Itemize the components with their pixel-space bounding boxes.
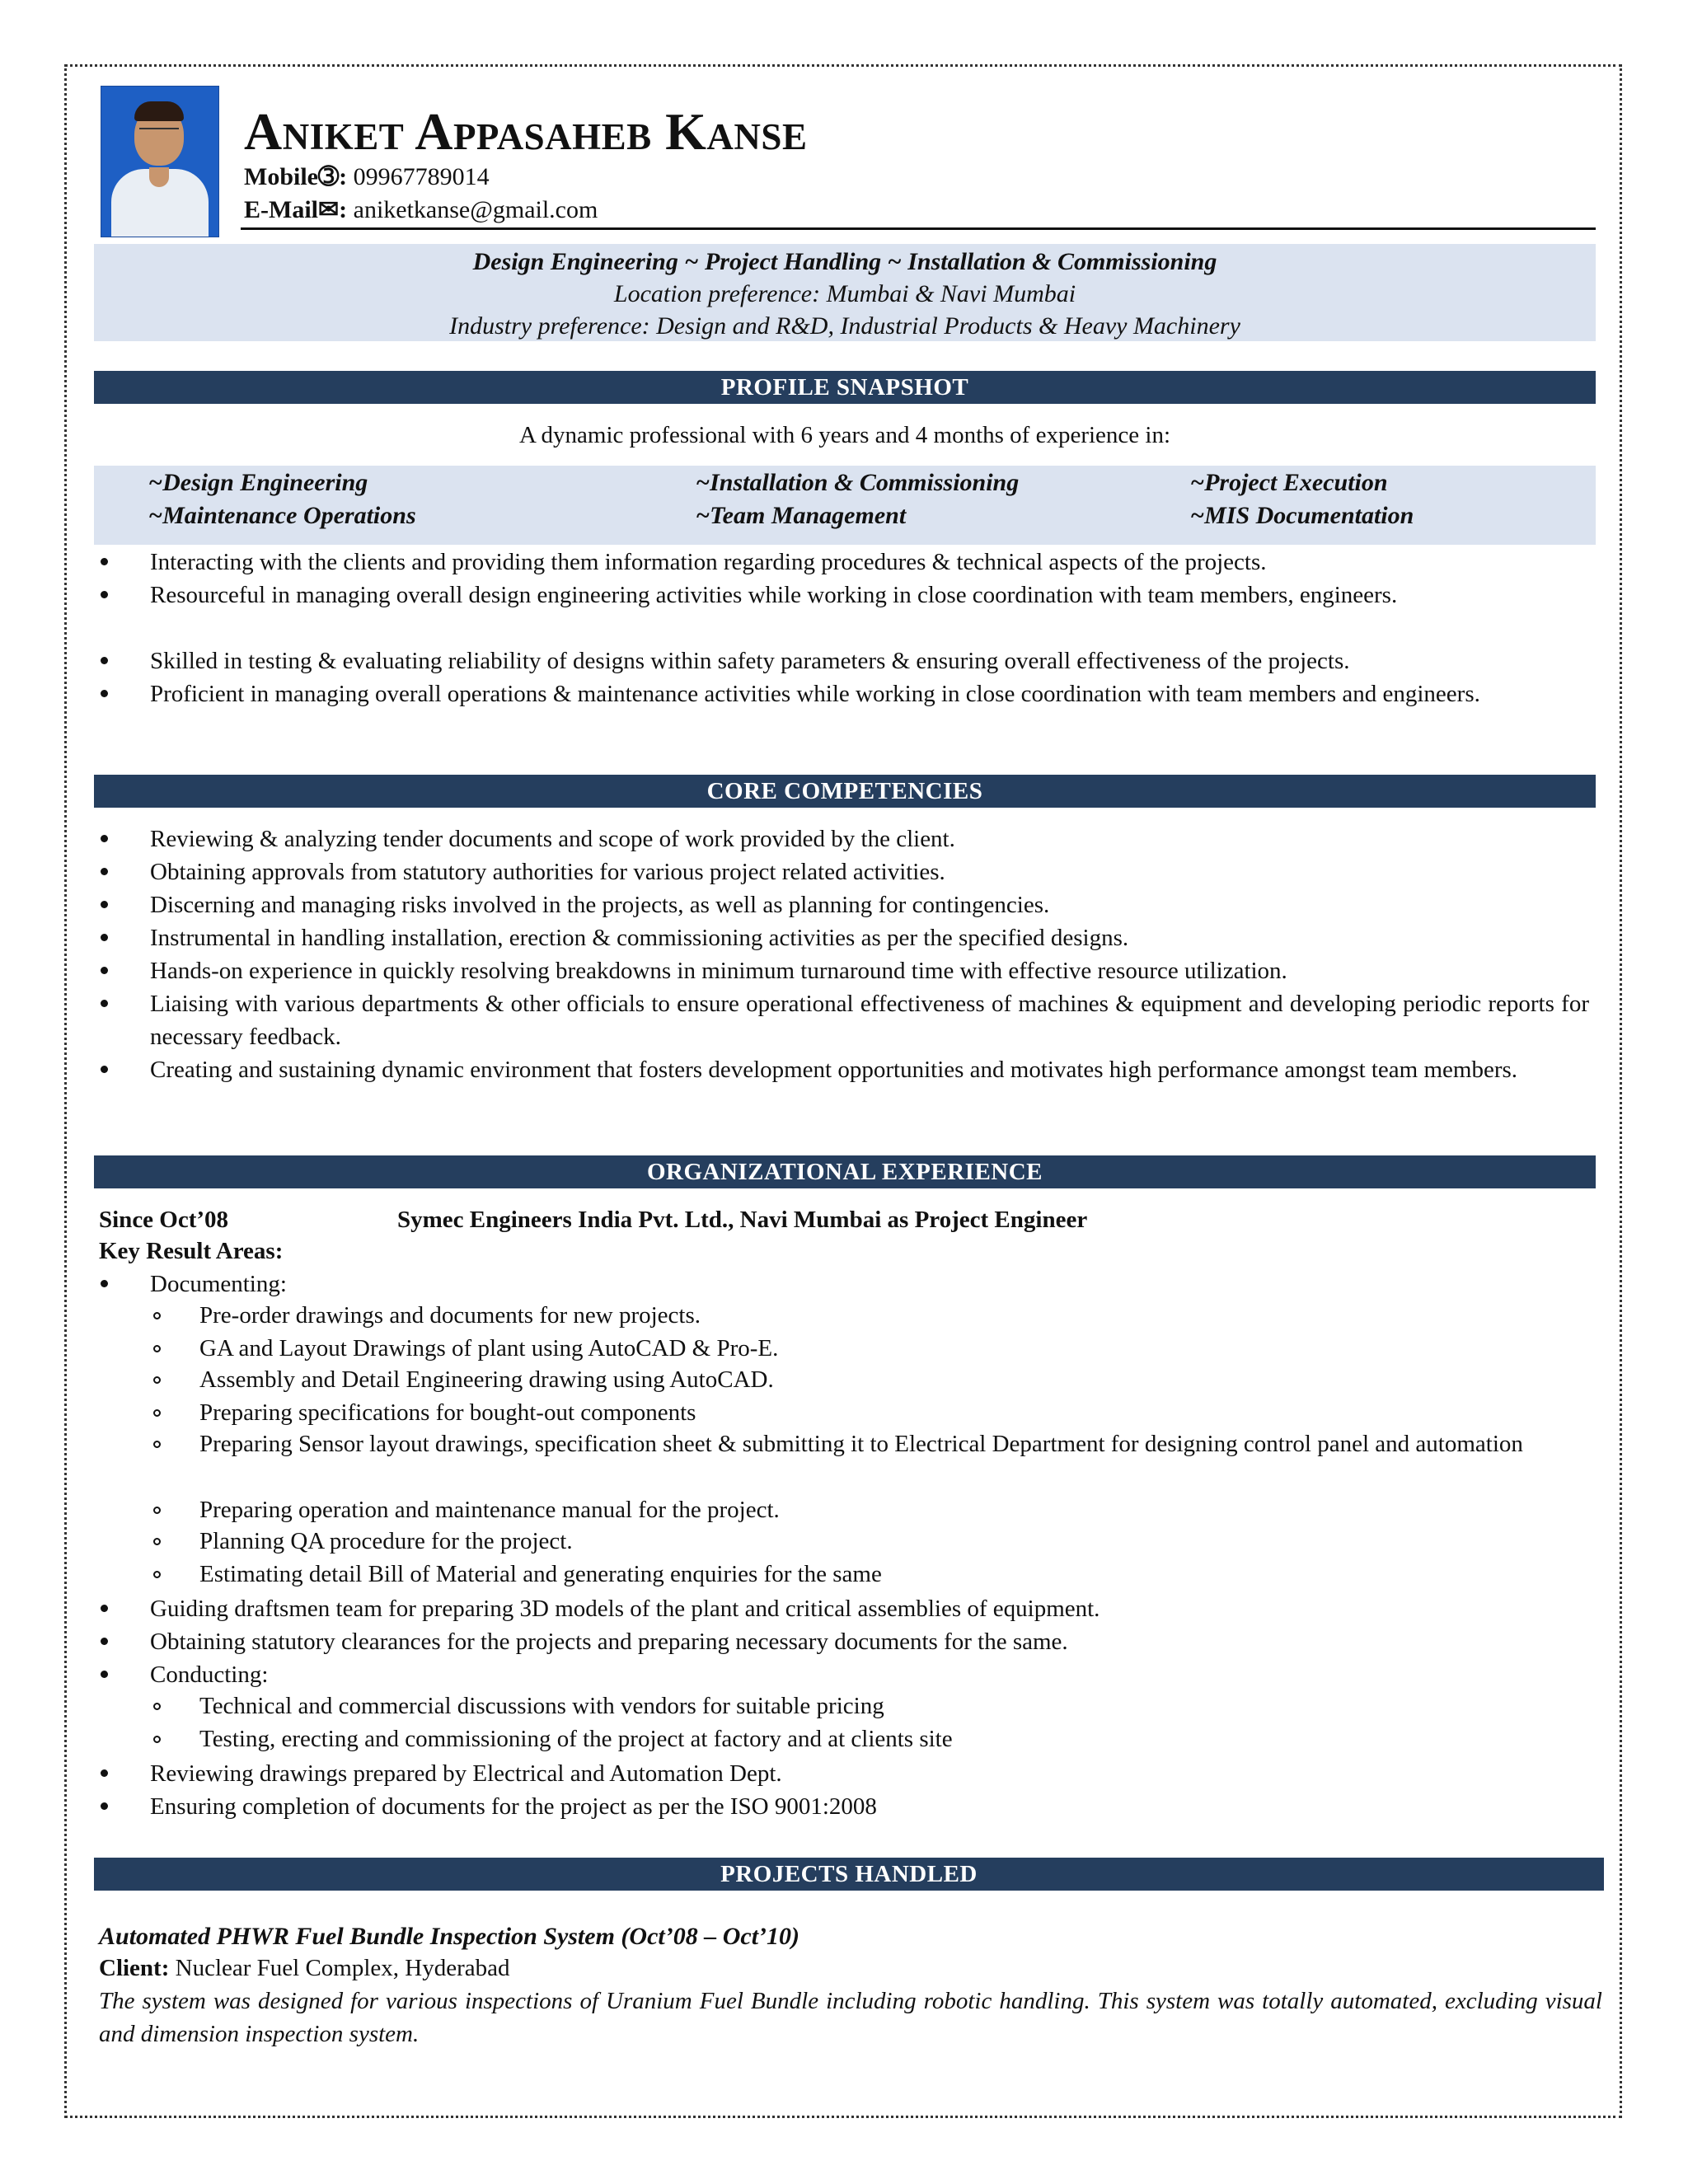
section-profile-snapshot: PROFILE SNAPSHOT [94,371,1596,404]
project-title: Automated PHWR Fuel Bundle Inspection System (Oct’08 – Oct’10) [99,1923,800,1950]
skill-item: ~Project Execution [1190,469,1388,496]
mobile-value: 09967789014 [353,163,490,190]
email-value: aniketkanse@gmail.com [353,196,598,223]
project-client [99,1952,510,1985]
section-core-competencies: CORE COMPETENCIES [94,775,1596,808]
section-organizational-experience: ORGANIZATIONAL EXPERIENCE [94,1155,1596,1188]
skill-item: ~MIS Documentation [1190,502,1414,529]
skill-item: ~Team Management [696,502,907,529]
client-label: Client: [99,1955,170,1981]
client-value: Nuclear Fuel Complex, Hyderabad [175,1955,510,1981]
employer-role: Symec Engineers India Pvt. Ltd., Navi Mumbai as Project Engineer [397,1207,1088,1233]
employment-since: Since Oct’08 [99,1207,229,1233]
mobile-line [244,165,490,190]
location-preference: Location preference: Mumbai & Navi Mumbai [613,280,1076,307]
profile-photo [101,86,219,237]
resume-page: Aniket Appasaheb Kanse Mobile➂: 09967789014 E-Mail✉: aniketkanse@gmail.com Design Engineering ~ Project Handling ~ Installation & Commissioning Location preference: Mumbai & Navi Mumbai Industry preference: Design and R&D, Industrial Products & Heavy Machinery PROFILE SNAPSHOT A dynamic professional with 6 years and 4 months of experience in: ~Design Engineering ~Installation & Commissioning ~Project Execution ~Maintenance Operations ~Team Management ~MIS Documentation Interacting with the clients and providing them information regarding procedures & technical aspects of the projects. Resourceful in managing overall design engineering activities while working in close coordination with team members, engineers. Skilled in testing & evaluating reliability of designs within safety parameters & ensuring overall effectiveness of the projects. Proficient in managing overall operations & maintenance activities while working in close coordination with team members and engineers. CORE COMPETENCIES Reviewing & analyzing tender documents and scope of work provided by the client. Obtaining approvals from statutory authorities for various project related activities. Discerning and managing risks involved in the projects, as well as planning for contingencies. Instrumental in handling installation, erection & commissioning activities as per the specified designs. Hands-on experience in quickly resolving breakdowns in minimum turnaround time with effective resource utilization. Liaising with various departments & other officials to ensure operational effectiveness of machines & equipment and developing periodic reports for necessary feedback. Creating and sustaining dynamic environment that fosters development opportunities and motivates high performance amongst team members. ORGANIZATIONAL EXPERIENCE Since Oct’08 Symec Engineers India Pvt. Ltd., Navi Mumbai as Project Engineer Key Result Areas: Documenting: Pre-order drawings and documents for new projects. GA and Layout Drawings of plant using AutoCAD & Pro-E. Assembly and Detail Engineering drawing using AutoCAD. Preparing specifications for bought-out components Preparing Sensor layout drawings, specification sheet & submitting it to Electrical Department for designing control panel and automation Preparing operation and maintenance manual for the project. Planning QA procedure for the project. Estimating detail Bill of Material and generating enquiries for the same Guiding draftsmen team for preparing 3D models of the plant and critical assemblies of equipment. Obtaining statutory clearances for the projects and preparing necessary documents for the same. Conducting: Technical and commercial discussions with vendors for suitable pricing Testing, erecting and commissioning of the project at factory and at clients site Reviewing drawings prepared by Electrical and Automation Dept. Ensuring completion of documents for the project as per the ISO 9001:2008 PROJECTS HANDLED Automated PHWR Fuel Bundle Inspection System (Oct’08 – Oct’10) Client: Nuclear Fuel Complex, Hyderabad The system was designed for various inspections of Uranium Fuel Bundle including robotic handling. This system was totally automated, excluding visual and dimension inspection system. [94,82,1596,239]
profile-intro: A dynamic professional with 6 years and 4 months of experience in: [518,422,1171,448]
preferences-box [94,244,1596,341]
email-line [244,198,598,223]
skill-item: ~Maintenance Operations [148,502,416,529]
skill-item: ~Installation & Commissioning [696,469,1020,496]
resume-header [94,82,1596,239]
email-label: E-Mail✉: [244,196,348,223]
mobile-label: Mobile➂: [244,163,348,190]
header-divider [241,227,1596,230]
project-description: The system was designed for various inspections of Uranium Fuel Bundle including robotic handling. This system was totally automated, excluding visual and dimension inspection system. [99,1988,1602,2047]
candidate-name: Aniket Appasaheb Kanse [244,102,808,161]
skills-box [94,466,1596,545]
skill-item: ~Design Engineering [148,469,368,496]
section-projects-handled: PROJECTS HANDLED [94,1858,1604,1891]
headline: Design Engineering ~ Project Handling ~ Installation & Commissioning [472,248,1217,275]
industry-preference: Industry preference: Design and R&D, Industrial Products & Heavy Machinery [449,312,1240,340]
kra-label: Key Result Areas: [99,1238,284,1264]
